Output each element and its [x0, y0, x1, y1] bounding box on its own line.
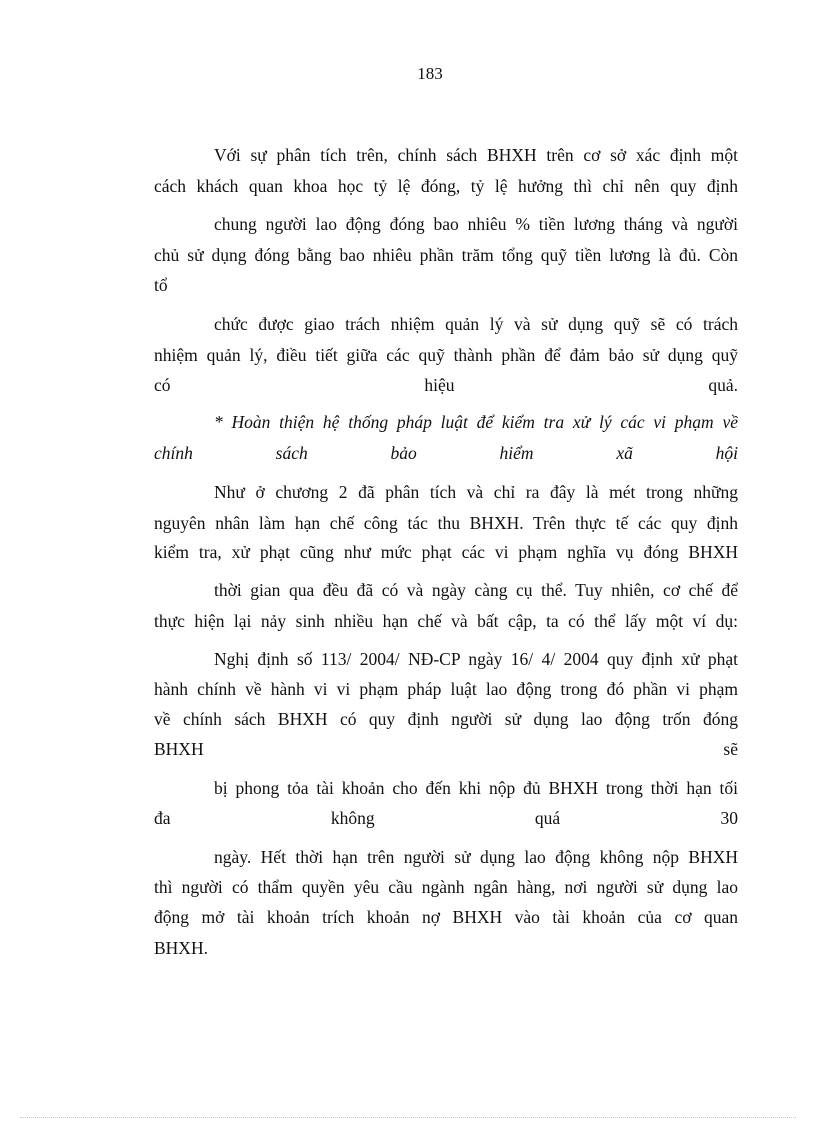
page-number: 183: [417, 64, 443, 83]
section-heading: chính sách bảo hiểm xã hội: [154, 443, 738, 463]
text-line: BHXH.: [154, 938, 208, 958]
text-line: tổ: [154, 275, 168, 295]
text-line: đa không quá 30: [154, 808, 738, 828]
text-line: Như ở chương 2 đã phân tích và chỉ ra đây là mét trong những: [214, 482, 738, 502]
text-line: BHXH sẽ: [154, 739, 738, 759]
text-line: Với sự phân tích trên, chính sách BHXH trên cơ sở xác định một: [214, 145, 738, 165]
text-line: thời gian qua đều đã có và ngày càng cụ thể. Tuy nhiên, cơ chế để: [214, 580, 738, 600]
text-line: về chính sách BHXH có quy định người sử dụng lao động trốn đóng: [154, 709, 738, 729]
section-heading: * Hoàn thiện hệ thống pháp luật để kiểm tra xử lý các vi phạm về: [214, 412, 738, 432]
text-line: Nghị định số 113/ 2004/ NĐ-CP ngày 16/ 4/ 2004 quy định xử phạt: [214, 649, 738, 669]
text-line: thì người có thẩm quyền yêu cầu ngành ngân hàng, nơi người sử dụng lao: [154, 877, 738, 897]
text-line: thực hiện lại nảy sinh nhiều hạn chế và bất cập, ta có thể lấy một ví dụ:: [154, 611, 738, 631]
text-line: chức được giao trách nhiệm quản lý và sử dụng quỹ sẽ có trách: [214, 314, 738, 334]
text-line: chủ sử dụng đóng bằng bao nhiêu phần trăm tổng quỹ tiền lương là đủ. Còn: [154, 245, 738, 265]
text-line: kiểm tra, xử phạt cũng như mức phạt các vi phạm nghĩa vụ đóng BHXH: [154, 542, 738, 562]
text-line: có hiệu quả.: [154, 375, 738, 395]
text-line: chung người lao động đóng bao nhiêu % tiền lương tháng và người: [214, 214, 738, 234]
text-line: động mở tài khoản trích khoản nợ BHXH vào tài khoản của cơ quan: [154, 907, 738, 927]
text-line: bị phong tỏa tài khoản cho đến khi nộp đủ BHXH trong thời hạn tối: [214, 778, 738, 798]
text-line: ngày. Hết thời hạn trên người sử dụng lao động không nộp BHXH: [214, 847, 738, 867]
text-line: hành chính về hành vi vi phạm pháp luật lao động trong đó phần vi phạm: [154, 679, 738, 699]
text-line: nguyên nhân làm hạn chế công tác thu BHXH. Trên thực tế các quy định: [154, 513, 738, 533]
text-line: nhiệm quản lý, điều tiết giữa các quỹ thành phần để đảm bảo sử dụng quỹ: [154, 345, 738, 365]
text-line: cách khách quan khoa học tỷ lệ đóng, tỷ lệ hưởng thì chỉ nên quy định: [154, 176, 738, 196]
page-bottom-divider: [20, 1117, 796, 1118]
